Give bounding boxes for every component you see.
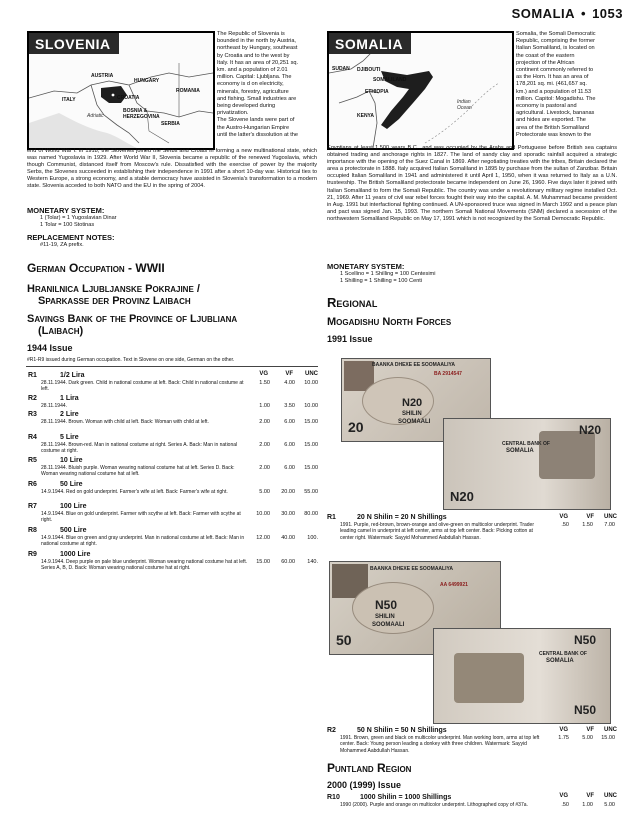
somalia-monetary-line: 1 Scellino = 1 Shilling = 100 Centesimi bbox=[340, 271, 436, 277]
note1-back-denom: N20 bbox=[450, 489, 474, 504]
item-price-vg: 1.50 bbox=[259, 380, 270, 386]
item-number: R2 bbox=[327, 727, 336, 734]
item-price-vg: 10.00 bbox=[256, 511, 270, 517]
item-price-vg: 2.00 bbox=[259, 419, 270, 425]
map-label-indian: Indian bbox=[457, 99, 471, 105]
item-number: R1 bbox=[327, 514, 336, 521]
note2-back2: SOMALIA bbox=[546, 658, 574, 664]
catalog-item-r2 bbox=[28, 395, 318, 410]
slovenia-intro-line: The Republic of Slovenia is bbox=[217, 31, 285, 37]
catalog-item-r6 bbox=[28, 481, 318, 503]
catalog-item-r1 bbox=[28, 372, 318, 394]
note1-denom: 20 bbox=[348, 419, 364, 435]
grade-unc: UNC bbox=[604, 727, 617, 733]
map-label-austria: AUSTRIA bbox=[91, 73, 114, 79]
catalog-item-r10 bbox=[327, 794, 619, 820]
item-description: 14.9.1944. Deep purple on pale blue underprint. Woman wearing national costume hat at left. Series A, B, D. Back: Woman wearing national costume hat at right. bbox=[41, 559, 248, 572]
item-number: R6 bbox=[28, 481, 37, 488]
somalia-intro bbox=[516, 31, 616, 139]
item-description: 14.9.1944. Blue on green and gray underprint. Man in national costume at left. Back: Man in national costume at right. bbox=[41, 535, 245, 548]
subsection-mogadishu: Mogadishu North Forces bbox=[327, 316, 452, 328]
section-regional: Regional bbox=[327, 295, 378, 310]
slovenia-intro bbox=[217, 31, 317, 139]
item-price-unc: 80.00 bbox=[304, 511, 318, 517]
somalia-intro-line: Italian Somaliland, is located on bbox=[516, 45, 595, 52]
note2-top: BAANKA DHEXE EE SOOMAALIYA bbox=[370, 566, 453, 572]
grade-vf: VF bbox=[586, 727, 594, 733]
item-price-vg: 5.00 bbox=[259, 489, 270, 495]
item-number: R1 bbox=[28, 372, 37, 379]
item-price-unc: 55.00 bbox=[304, 489, 318, 495]
note2-title2: SHILIN bbox=[375, 614, 395, 620]
note1-title3: SOOMAALI bbox=[398, 419, 431, 425]
page-number: 1053 bbox=[592, 6, 623, 21]
grade-vf: VF bbox=[285, 371, 293, 377]
item-denomination: 10 Lire bbox=[60, 457, 83, 464]
item-price-unc: 140. bbox=[307, 559, 318, 565]
item-price-vf: 60.00 bbox=[281, 559, 295, 565]
item-price-unc: 5.00 bbox=[604, 802, 615, 808]
item-denomination: 100 Lire bbox=[60, 503, 87, 510]
somalia-map-title: SOMALIA bbox=[329, 33, 411, 54]
note2-title3: SOOMAALI bbox=[372, 622, 405, 628]
item-number: R7 bbox=[28, 503, 37, 510]
slovenia-replacement-title: REPLACEMENT NOTES: bbox=[27, 233, 115, 242]
map-label-romania: ROMANIA bbox=[176, 88, 200, 94]
somalia-monetary-line: 1 Shilling = 1 Shilling = 100 Centi bbox=[340, 278, 423, 284]
item-price-vg: 12.00 bbox=[256, 535, 270, 541]
item-price-vf: 6.00 bbox=[284, 465, 295, 471]
issuer-en-line1: Savings Bank of the Province of Ljubliana bbox=[27, 313, 238, 325]
item-price-vg: 1.00 bbox=[259, 403, 270, 409]
item-price-unc: 15.00 bbox=[304, 419, 318, 425]
note1-title1: N20 bbox=[402, 397, 423, 409]
item-number: R9 bbox=[28, 551, 37, 558]
item-price-vg: 2.00 bbox=[259, 465, 270, 471]
catalog-item-r1-somalia bbox=[327, 514, 619, 554]
map-label-sudan: SUDAN bbox=[332, 66, 350, 72]
somalia-intro-line: economy is pastoral and bbox=[516, 103, 577, 110]
slovenia-replacement: #11-19, ZA prefix. bbox=[40, 242, 84, 248]
grade-unc: UNC bbox=[305, 371, 318, 377]
slovenia-intro-line: minerals, forestry, agriculture bbox=[217, 88, 289, 95]
issuer-title-line2: Sparkasse der Provinz Laibach bbox=[38, 295, 191, 307]
slovenia-history: end of World War I. In 1918, the Slovenes joined the Serbs and Croats in forming a new multinational state, which was named Yugoslavia in 1929. After World War II, Slovenia became a republic of the renewed Yugoslavia, which though Communist, distanced itself from Moscow's rule. Dissatisfied with the exercise of power by the majority Serbs, the Slovenes succeeded in establishing their independence in 1991 after a short 10-day war. Historical ties to Western Europe, a strong economy, and a stable democracy have assisted in Slovenia's transformation to a modern state. Slovenia acceded to both NATO and the EU in the spring of 2004. bbox=[27, 148, 317, 190]
item-price-vf: 1.50 bbox=[582, 522, 593, 528]
item-description: 14.9.1944. Red on gold underprint. Farmer's wife at left. Back: Farmer's wife at right. bbox=[41, 489, 228, 495]
item-number: R10 bbox=[327, 794, 340, 801]
banknote-r1-back bbox=[443, 418, 611, 510]
item-denomination: 5 Lire bbox=[60, 434, 79, 441]
note1-serial: BA 2914547 bbox=[434, 371, 462, 377]
item-price-unc: 7.00 bbox=[604, 522, 615, 528]
item-number: R4 bbox=[28, 434, 37, 441]
item-denomination: 1000 Lire bbox=[60, 551, 91, 558]
item-price-vf: 6.00 bbox=[284, 442, 295, 448]
note2-title1: N50 bbox=[375, 598, 398, 612]
page-header bbox=[512, 6, 623, 21]
slovenia-intro-line: privatization. bbox=[217, 110, 249, 117]
issuer-en-line2: (Laibach) bbox=[38, 325, 84, 337]
note1-top: BAANKA DHEXE EE SOOMAALIYA bbox=[372, 362, 455, 368]
vignette bbox=[539, 431, 595, 479]
grade-vg: VG bbox=[559, 727, 568, 733]
item-description: 28.11.1944. Dark green. Child in national costume at left. Back: Child in national costume at left. bbox=[41, 380, 244, 393]
issuer-title-line1: Hranilnica Ljubljanske Pokrajine / bbox=[27, 283, 200, 295]
slovenia-intro-line: northeast by Hungary, southeast bbox=[217, 45, 298, 52]
catalog-item-r4 bbox=[28, 434, 318, 456]
banknote-r2-back bbox=[433, 628, 611, 724]
item-denomination: 2 Lire bbox=[60, 411, 79, 418]
map-label-kenya: KENYA bbox=[357, 113, 375, 119]
item-description: 28.11.1944. Bluish purple. Woman wearing national costume hat at left. Series D. Back: Woman wearing national costume hat at left. bbox=[41, 465, 235, 478]
somalia-intro-line: million. Capitol: Mogadishu. The bbox=[516, 95, 596, 102]
note1-back2: SOMALIA bbox=[506, 448, 534, 454]
item-price-vg: 2.00 bbox=[259, 442, 270, 448]
somalia-intro-line: the coast of the eastern bbox=[516, 52, 575, 59]
slovenia-monetary-line: 1 (Tolar) = 1 Yugoslavian Dinar bbox=[40, 215, 117, 221]
somalia-intro-line: area of the British Somaliland bbox=[516, 124, 590, 131]
item-price-unc: 100. bbox=[307, 535, 318, 541]
grade-vg: VG bbox=[259, 371, 268, 377]
item-denomination: 50 N Shilin = 50 N Shillings bbox=[357, 727, 447, 734]
item-description: 28.11.1944. Brown-red. Man in national costume at right. Series A. Back: Man in national costume at right. bbox=[41, 442, 238, 455]
slovenia-intro-line: km. and a population of 2.01 bbox=[217, 67, 288, 74]
slovenia-intro-line: million. Capital: Ljubljana. The bbox=[217, 74, 292, 81]
item-denomination: 1/2 Lira bbox=[60, 372, 85, 379]
note2-serial: AA 6499921 bbox=[440, 582, 468, 588]
catalog-item-r3 bbox=[28, 411, 318, 433]
item-price-unc: 15.00 bbox=[304, 442, 318, 448]
grade-unc: UNC bbox=[604, 793, 617, 799]
slovenia-intro-line: The Slovene lands were part of bbox=[217, 117, 295, 124]
map-label-herzegovina: HERZEGOVINA bbox=[123, 114, 160, 120]
map-label-croatia: CROATIA bbox=[117, 95, 140, 101]
header-separator: • bbox=[581, 6, 587, 21]
item-price-vf: 30.00 bbox=[281, 511, 295, 517]
item-description: 28.11.1944. Brown. Woman with child at left. Back: Woman with child at left. bbox=[41, 419, 209, 425]
slovenia-monetary-title: MONETARY SYSTEM: bbox=[27, 206, 105, 215]
item-number: R5 bbox=[28, 457, 37, 464]
item-price-vf: 5.00 bbox=[582, 735, 593, 741]
note1-back1: CENTRAL BANK OF bbox=[502, 441, 550, 447]
slovenia-intro-line: Italy. It has an area of 20,251 sq. bbox=[217, 59, 299, 66]
catalog-item-r8 bbox=[28, 527, 318, 549]
item-price-vf: 1.00 bbox=[582, 802, 593, 808]
note2-back1: CENTRAL BANK OF bbox=[539, 651, 587, 657]
issue-1944-note: #R1-R9 issued during German occupation. Text in Slovene on one side, German on the other. bbox=[27, 357, 235, 363]
note1-back-denom-corner: N20 bbox=[579, 423, 602, 437]
item-number: R8 bbox=[28, 527, 37, 534]
item-description: 28.11.1944. bbox=[41, 403, 68, 409]
vignette bbox=[454, 653, 524, 703]
somalia-intro-line: agricultural. Livestock, bananas bbox=[516, 110, 595, 117]
item-description: 14.9.1944. Blue on gold underprint. Farmer with scythe at left. Back: Farmer with scythe at right. bbox=[41, 511, 241, 524]
catalog-item-r2-somalia bbox=[327, 727, 619, 757]
slovenia-intro-line: economy is d on electricity, bbox=[217, 81, 284, 88]
catalog-item-r7 bbox=[28, 503, 318, 525]
note1-title2: SHILIN bbox=[402, 411, 422, 417]
somalia-intro-line: km.) and a population of 11.53 bbox=[516, 88, 592, 95]
map-label-ocean: Ocean bbox=[457, 105, 472, 111]
slovenia-intro-line: and fishing. Small industries are bbox=[217, 95, 297, 102]
item-price-vf: 40.00 bbox=[281, 535, 295, 541]
issue-1991-title: 1991 Issue bbox=[327, 334, 373, 344]
map-label-adriatic: Adriatic bbox=[87, 113, 104, 119]
map-label-somaliland: SOMALILAND bbox=[373, 77, 407, 83]
item-price-vg: .50 bbox=[561, 802, 569, 808]
slovenia-map-title: SLOVENIA bbox=[29, 33, 119, 54]
item-number: R2 bbox=[28, 395, 37, 402]
slovenia-intro-line: until the latter's dissolution at the bbox=[217, 131, 298, 138]
item-price-unc: 15.00 bbox=[601, 735, 615, 741]
item-price-vg: 15.00 bbox=[256, 559, 270, 565]
item-denomination: 1000 Shilin = 1000 Shillings bbox=[360, 794, 452, 801]
catalog-item-r9 bbox=[28, 551, 318, 579]
note2-denom: 50 bbox=[336, 632, 352, 648]
somalia-intro-line: Republic, comprising the former bbox=[516, 38, 595, 45]
slovenia-map bbox=[27, 31, 215, 150]
slovenia-intro-line: being developed during bbox=[217, 103, 276, 110]
map-label-ethiopia: ETHIOPIA bbox=[365, 89, 389, 95]
item-price-vf: 3.50 bbox=[284, 403, 295, 409]
item-price-unc: 10.00 bbox=[304, 380, 318, 386]
item-price-vg: .50 bbox=[561, 522, 569, 528]
somalia-intro-line: 178,201 sq. mi. (461,657 sq. bbox=[516, 81, 587, 88]
somalia-map bbox=[327, 31, 514, 150]
somalia-intro-line: Protectorate was known to the bbox=[516, 131, 592, 138]
slovenia-monetary-line: 1 Tolar = 100 Stotinas bbox=[40, 222, 95, 228]
somalia-intro-line: projection of the African bbox=[516, 59, 575, 66]
catalog-item-r5 bbox=[28, 457, 318, 479]
note2-back-denom-corner: N50 bbox=[574, 703, 597, 717]
issue-1944-title: 1944 Issue bbox=[27, 343, 73, 353]
note2-back-denom: N50 bbox=[574, 633, 597, 647]
map-label-serbia: SERBIA bbox=[161, 121, 180, 127]
item-price-unc: 10.00 bbox=[304, 403, 318, 409]
grade-vg: VG bbox=[559, 793, 568, 799]
item-description: 1990 (2000). Purple and orange on multicolor underprint. Lithographed copy of #37a. bbox=[340, 802, 528, 808]
section-german-occupation: German Occupation - WWII bbox=[27, 261, 165, 275]
somalia-intro-line: continent commonly referred to bbox=[516, 67, 594, 74]
map-label-hungary: HUNGARY bbox=[134, 78, 160, 84]
somalia-intro-line: and hides are exported. The bbox=[516, 117, 586, 124]
header-country: SOMALIA bbox=[511, 6, 576, 21]
map-label-italy: ITALY bbox=[62, 97, 76, 103]
somalia-intro-line: Somalia, the Somali Democratic bbox=[516, 31, 596, 37]
item-price-vg: 1.75 bbox=[558, 735, 569, 741]
ornament bbox=[362, 377, 434, 425]
grade-unc: UNC bbox=[604, 514, 617, 520]
item-description: 1991. Purple, red-brown, brown-orange and olive-green on multicolor underprint. Trader leading camel in underprint at left center, arms at top left center. Back: Picking cotton at center right. Watermark: Sayyid Mohammed Aabdullah Hassan. bbox=[340, 522, 534, 541]
slovenia-intro-line: bounded in the north by Austria, bbox=[217, 38, 296, 45]
grade-vf: VF bbox=[586, 514, 594, 520]
item-price-vf: 20.00 bbox=[281, 489, 295, 495]
slovenia-intro-line: the Austro-Hungarian Empire bbox=[217, 124, 290, 131]
item-price-vf: 4.00 bbox=[284, 380, 295, 386]
somalia-intro-line: as the Horn. It has an area of bbox=[516, 74, 589, 81]
issue-2000-title: 2000 (1999) Issue bbox=[327, 780, 402, 790]
somalia-history: Egyptians at least 1,500 years B.C., and was occupied by the Arabs and Portuguese before British sea captains obtained trading and anchorage rights in 1827. The land of sandy clay and sporadic rainfall acquired a strategic importance with the opening of the Suez Canal in 1869. After negotiating treaties with the tribes, Britain declared the area a protectorate in 1888. Italy acquired Italian Somaliland in 1895 by purchase from the sultan of Zanzibar. Britain occupied Italian Somaliland in 1941 and administered it until April 1, 1950, when it was returned to Italy as a U.N. trusteeship. The British Somaliland protectorate became independent on June 26, 1960. Five days later it joined with Italian Somaliland to form the Somali Republic. The country was under a revolutionary military regime installed Oct. 21, 1969. After 11 years of civil war rebel forces fought their way into the capital. A. M. Muhammad became president in Aug. 1991 but interfactional fighting continued. A UN-sponsored truce was signed in March 1992 and a peace plan and pact was signed Jan. 15, 1993. The northern Somali National Movements (SNM) declared a secession of the northwestern Somaliland Republic on May 17, 1991 which is not recognized by the Somali Democratic Republic. bbox=[327, 145, 617, 222]
divider bbox=[26, 366, 318, 367]
map-label-djibouti: DJIBOUTI bbox=[357, 67, 381, 73]
item-price-unc: 15.00 bbox=[304, 465, 318, 471]
somalia-monetary-title: MONETARY SYSTEM: bbox=[327, 262, 405, 271]
item-denomination: 500 Lire bbox=[60, 527, 87, 534]
section-puntland: Puntland Region bbox=[327, 761, 412, 775]
grade-vf: VF bbox=[586, 793, 594, 799]
map-label-bosnia: BOSNIA & bbox=[123, 108, 148, 114]
item-price-vf: 6.00 bbox=[284, 419, 295, 425]
item-denomination: 50 Lire bbox=[60, 481, 83, 488]
item-denomination: 20 N Shilin = 20 N Shillings bbox=[357, 514, 447, 521]
item-number: R3 bbox=[28, 411, 37, 418]
slovenia-intro-line: by Croatia and to the west by bbox=[217, 52, 290, 59]
grade-vg: VG bbox=[559, 514, 568, 520]
item-denomination: 1 Lira bbox=[60, 395, 79, 402]
item-description: 1991. Brown, green and black on multicolor underprint. Man working loom, arms at top left center. Back: Young person leading a donkey with three children. Watermark: Sayyid Mohammed Aabdullah Hassan. bbox=[340, 735, 540, 754]
